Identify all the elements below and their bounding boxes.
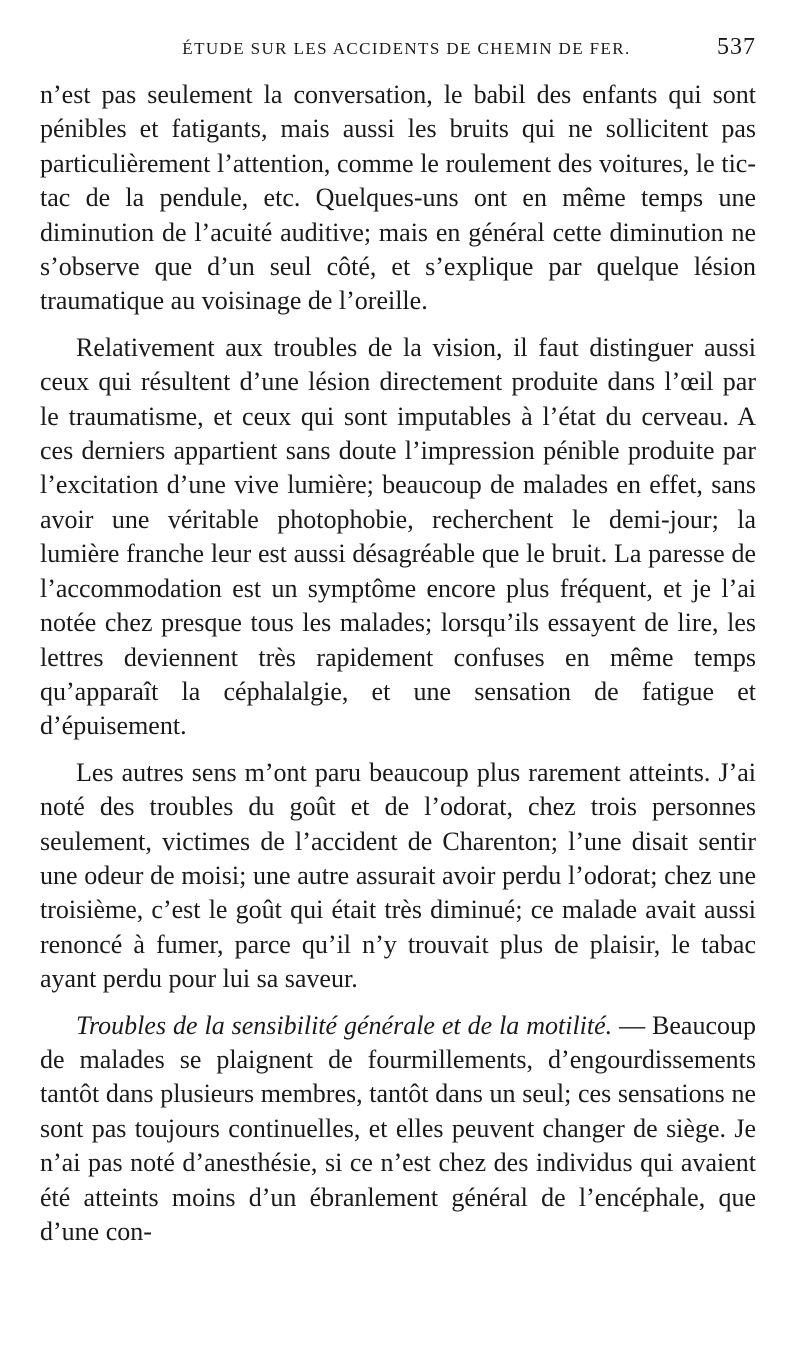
paragraph-hearing: n’est pas seulement la conversation, le babil des enfants qui sont pénibles et fatigants, mais aussi les bruits qui ne sollicitent pas particulièrement l’attention, comme le roulement des voitures, le tic-tac de la pendule, etc. Quelques-uns ont en même temps une diminution de l’acuité auditive; mais en général cette diminution ne s’observe que d’un seul côté, et s’explique par quelque lésion traumatique au voisinage de l’oreille.: [40, 80, 756, 316]
body-text: [40, 78, 756, 1249]
paragraph-other-senses: Les autres sens m’ont paru beaucoup plus rarement atteints. J’ai noté des troubles du goût et de l’odorat, chez trois personnes seulement, victimes de l’accident de Charenton; l’une disait sentir une odeur de moisi; une autre assurait avoir perdu l’odorat; chez une troisième, c’est le goût qui était très diminué; ce malade avait aussi renoncé à fumer, parce qu’il n’y trouvait plus de plaisir, le tabac ayant perdu pour lui sa saveur.: [40, 757, 756, 994]
section-title: Troubles de la sensibilité générale et de la motilité.: [76, 1010, 613, 1040]
paragraph-sensibility: [40, 1009, 756, 1250]
page-number: 537: [717, 34, 756, 60]
paragraph-vision: Relativement aux troubles de la vision, il faut distinguer aussi ceux qui résultent d’une lésion directement produite dans l’œil par le traumatisme, et ceux qui sont imputables à l’état du cerveau. A ces derniers appartient sans doute l’impression pénible produite par l’excitation d’une vive lumière; beaucoup de malades en effet, sans avoir une véritable photophobie, recherchent le demi-jour; la lumière franche leur est aussi désagréable que le bruit. La paresse de l’accommodation est un symptôme encore plus fréquent, et je l’ai notée chez presque tous les malades; lorsqu’ils essayent de lire, les lettres deviennent très rapidement confuses en même temps qu’apparaît la céphalalgie, et une sensation de fatigue et d’épuisement.: [40, 332, 756, 741]
paragraph-sensibility-text: — Beaucoup de malades se plaignent de fourmillements, d’engourdissements tantôt dans plusieurs membres, tantôt dans un seul; ces sensations ne sont pas toujours continuelles, et elles peuvent changer de siège. Je n’ai pas noté d’anesthésie, si ce n’est chez des individus qui avaient été atteints moins d’un ébranlement général de l’encéphale, que d’une con-: [40, 1010, 757, 1246]
running-head: [40, 34, 756, 78]
running-title: ÉTUDE SUR LES ACCIDENTS DE CHEMIN DE FER.: [182, 39, 631, 58]
